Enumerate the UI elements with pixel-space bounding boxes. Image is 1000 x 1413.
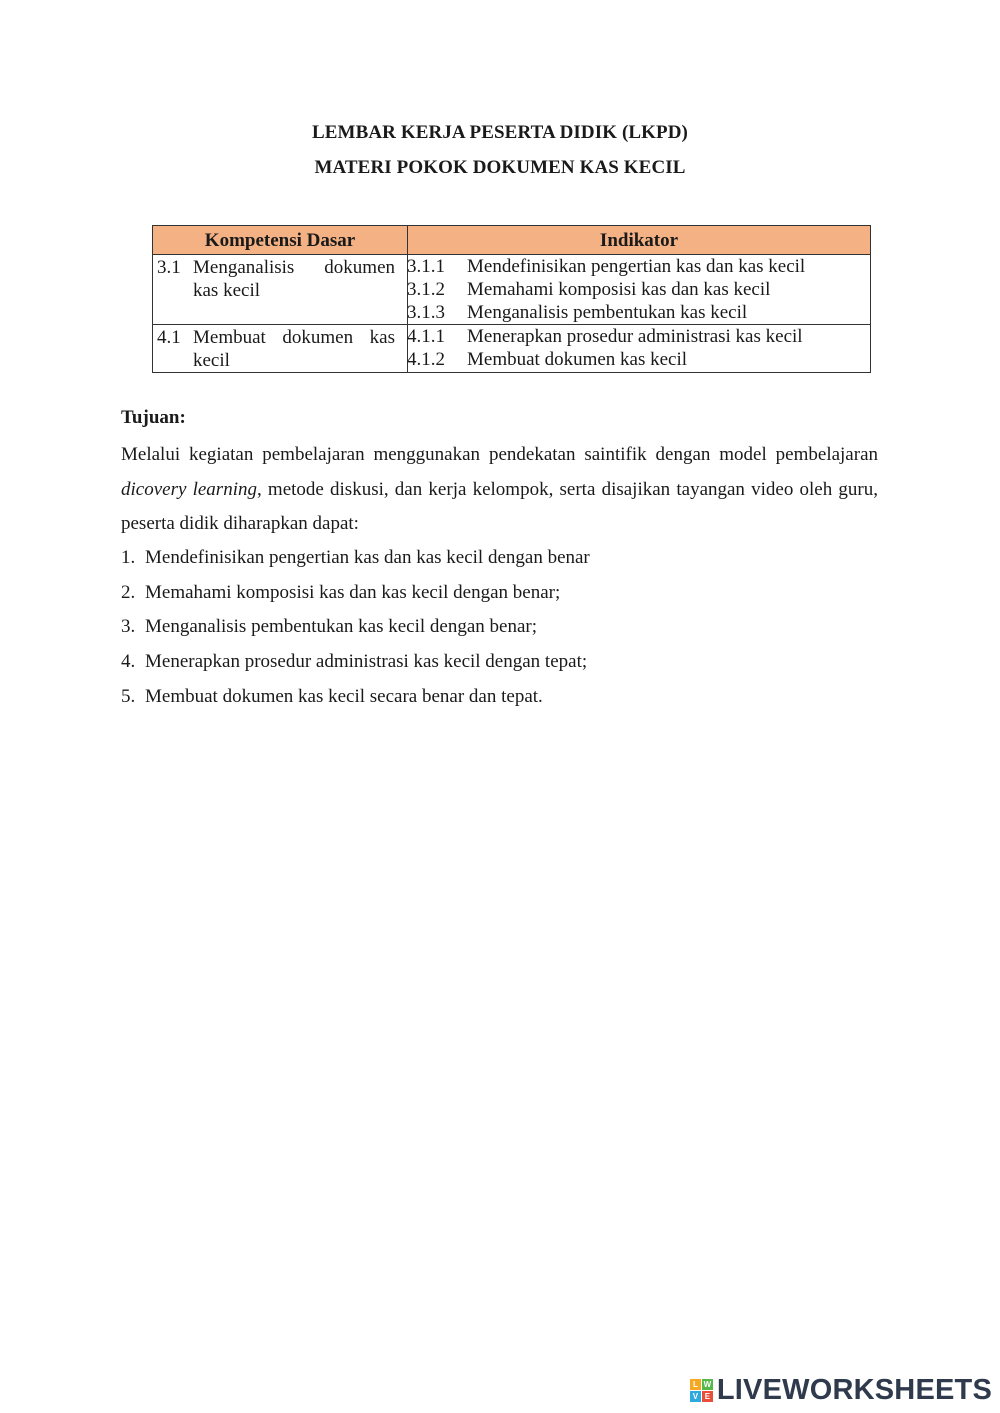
- document-title: LEMBAR KERJA PESERTA DIDIK (LKPD): [312, 122, 688, 143]
- indicator-text: Menganalisis pembentukan kas kecil: [467, 302, 748, 323]
- tujuan-heading: Tujuan:: [121, 407, 186, 428]
- indicator-text: Mendefinisikan pengertian kas dan kas kecil: [467, 256, 806, 277]
- indicator-text: Membuat dokumen kas kecil: [467, 349, 688, 370]
- list-item-number: 1.: [121, 547, 136, 568]
- header-kompetensi-dasar: Kompetensi Dasar: [153, 226, 408, 255]
- indicator-cell: [408, 255, 871, 325]
- kd-text: Menganalisis dokumen kas kecil: [193, 257, 395, 301]
- indicator-item: [407, 255, 870, 278]
- list-item-number: 4.: [121, 651, 136, 673]
- liveworksheets-logo-icon: [690, 1379, 713, 1402]
- indicator-cell: [408, 325, 871, 373]
- logo-tile: W: [703, 1380, 712, 1389]
- tujuan-intro-italic: dicovery learning: [121, 478, 257, 500]
- header-indikator: Indikator: [408, 226, 871, 255]
- list-item: [121, 645, 590, 680]
- list-item-number: 2.: [121, 581, 136, 603]
- kd-text: Membuat dokumen kas kecil: [193, 327, 395, 371]
- list-item-text: Memahami komposisi kas dan kas kecil dengan benar;: [145, 581, 561, 603]
- indicator-number: 4.1.2: [407, 349, 445, 370]
- liveworksheets-wordmark: LIVEWORKSHEETS: [716, 1374, 992, 1406]
- indicator-item: [407, 348, 870, 371]
- logo-tile: E: [702, 1391, 713, 1402]
- kd-number: 4.1: [157, 327, 181, 348]
- logo-tile: V: [690, 1391, 701, 1402]
- list-item: [121, 610, 590, 645]
- tujuan-intro-end: , metode diskusi, dan kerja kelompok, serta disajikan tayangan video oleh guru, peserta didik diharapkan dapat:: [121, 478, 878, 534]
- indicator-item: [407, 301, 870, 324]
- liveworksheets-brand[interactable]: [690, 1374, 992, 1407]
- list-item-number: 5.: [121, 685, 136, 707]
- table-row: [153, 325, 871, 373]
- kd-cell: [153, 255, 408, 325]
- list-item-text: Mendefinisikan pengertian kas dan kas kecil dengan benar: [145, 547, 590, 568]
- indicator-number: 4.1.1: [407, 326, 445, 347]
- tujuan-paragraph: [121, 438, 878, 542]
- list-item: [121, 576, 590, 611]
- list-item-text: Menganalisis pembentukan kas kecil dengan benar;: [145, 616, 538, 638]
- indicator-text: Memahami komposisi kas dan kas kecil: [467, 279, 771, 300]
- list-item-text: Membuat dokumen kas kecil secara benar dan tepat.: [145, 685, 543, 707]
- list-item-text: Menerapkan prosedur administrasi kas kecil dengan tepat;: [145, 651, 588, 673]
- competency-table: [152, 225, 871, 373]
- indicator-number: 3.1.2: [407, 279, 445, 300]
- kd-cell: [153, 325, 408, 373]
- indicator-item: [407, 278, 870, 301]
- list-item: [121, 541, 590, 576]
- table-row: [153, 255, 871, 325]
- list-item-number: 3.: [121, 616, 136, 638]
- indicator-text: Menerapkan prosedur administrasi kas kecil: [467, 326, 803, 347]
- logo-tile: L: [690, 1379, 701, 1390]
- list-item: [121, 680, 590, 715]
- document-subtitle: MATERI POKOK DOKUMEN KAS KECIL: [314, 157, 686, 178]
- table-header-row: [153, 226, 871, 255]
- tujuan-intro-start: Melalui kegiatan pembelajaran menggunakan pendekatan saintifik dengan model pembelajaran: [121, 444, 878, 465]
- indicator-item: [407, 325, 870, 348]
- indicator-number: 3.1.1: [407, 256, 445, 277]
- kd-number: 3.1: [157, 257, 181, 278]
- indicator-number: 3.1.3: [407, 302, 445, 323]
- objectives-list: [121, 541, 590, 715]
